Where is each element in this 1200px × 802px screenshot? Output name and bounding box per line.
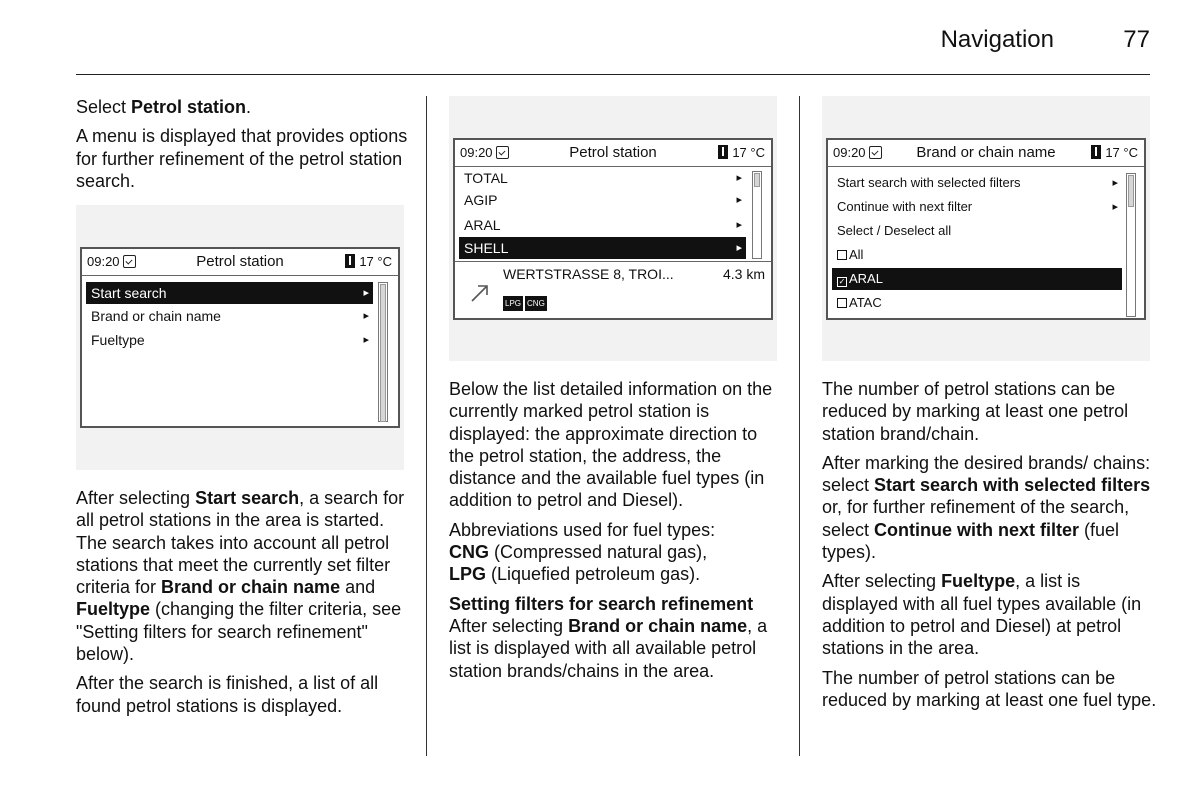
clock-time: 09:20	[87, 254, 136, 269]
scrollbar[interactable]	[1126, 173, 1136, 317]
scrollbar[interactable]	[378, 282, 388, 422]
paragraph: Abbreviations used for fuel types: CNG (Compressed natural gas), LPG (Liquefied petroleum gas).	[449, 519, 716, 585]
menu-item-brand-or-chain-name[interactable]: Brand or chain name ▸	[86, 305, 373, 327]
thermometer-icon	[718, 145, 728, 159]
paragraph: After selecting Fueltype, a list is displayed with all fuel types available (in addition to petrol and Diesel) at petrol stations in the area.	[822, 571, 1142, 659]
paragraph: The number of petrol stations can be reduced by marking at least one petrol station brand/chain.	[822, 379, 1129, 444]
chevron-right-icon: ▸	[1112, 201, 1118, 213]
chevron-right-icon: ▸	[363, 310, 369, 322]
header-divider	[76, 74, 1150, 75]
screen-title: Brand or chain name	[916, 144, 1056, 161]
column-divider-1	[426, 96, 427, 756]
column-3-body	[822, 378, 1157, 718]
temperature: 17 °C	[718, 145, 765, 160]
paragraph: After the search is finished, a list of all found petrol stations is displayed.	[76, 673, 379, 716]
fuel-badge-cng: CNG	[525, 296, 547, 311]
fuel-types	[503, 293, 549, 311]
scrollbar-thumb[interactable]	[1128, 175, 1134, 207]
arrow-northeast-icon	[469, 282, 491, 304]
paragraph: Select Petrol station.	[76, 97, 252, 117]
screen-title: Petrol station	[196, 253, 284, 270]
menu-item-start-search[interactable]: Start search ▸	[86, 282, 373, 304]
screen-title: Petrol station	[569, 144, 657, 161]
paragraph: A menu is displayed that provides options for further refinement of the petrol station search.	[76, 126, 408, 191]
list-item-agip[interactable]: AGIP ▸	[459, 189, 746, 211]
list-item-total[interactable]: TOTAL ▸	[459, 167, 746, 189]
paragraph: The number of petrol stations can be reduced by marking at least one fuel type.	[822, 667, 1157, 710]
screen-header	[828, 140, 1144, 167]
thermometer-icon	[345, 254, 355, 268]
paragraph: After selecting Start search, a search for all petrol stations in the area is started. The search takes into account all petrol stations that meet the currently set filter criteria for Brand or chain name and Fueltype (changing the filter criteria, see "Setting filters for search refinement" below).	[76, 488, 405, 665]
chevron-right-icon: ▸	[736, 219, 742, 231]
station-address: WERTSTRASSE 8, TROI...	[503, 266, 674, 282]
temperature: 17 °C	[1091, 145, 1138, 160]
thermometer-icon	[1091, 145, 1101, 159]
menu-item-start-search-with-selected-filters[interactable]: Start search with selected filters ▸	[832, 172, 1122, 194]
section-title: Navigation	[940, 26, 1054, 53]
chevron-right-icon: ▸	[736, 172, 742, 184]
column-2-body	[449, 378, 784, 689]
scrollbar[interactable]	[752, 171, 762, 259]
scrollbar-thumb[interactable]	[380, 284, 386, 422]
checkbox-item-aral[interactable]: ✓ ARAL	[832, 268, 1122, 290]
checkbox-unchecked-icon	[837, 250, 847, 260]
screen-petrol-station-list	[453, 138, 773, 320]
column-divider-2	[799, 96, 800, 756]
clock-time: 09:20	[460, 145, 509, 160]
checkbox-item-all[interactable]: All	[832, 244, 1122, 266]
scrollbar-thumb[interactable]	[754, 173, 760, 187]
list-item-shell[interactable]: SHELL ▸	[459, 237, 746, 259]
paragraph: Setting filters for search refinement After selecting Brand or chain name, a list is displayed with all available petrol station brands/chains in the area.	[449, 593, 768, 681]
subheading: Setting filters for search refinement	[449, 593, 754, 614]
clock-time: 09:20	[833, 145, 882, 160]
paragraph: After marking the desired brands/ chains: select Start search with selected filters or, for further refinement of the search, select Continue with next filter (fuel types).	[822, 452, 1151, 563]
chevron-right-icon: ▸	[1112, 177, 1118, 189]
checkbox-item-atac[interactable]: ATAC	[832, 292, 1122, 314]
station-distance: 4.3 km	[722, 266, 765, 282]
chevron-right-icon: ▸	[363, 334, 369, 346]
fuel-badge-lpg: LPG	[503, 296, 523, 311]
menu-item-select-deselect-all[interactable]: Select / Deselect all	[837, 223, 952, 238]
chevron-right-icon: ▸	[736, 242, 742, 254]
screen-header	[82, 249, 398, 276]
menu-item-continue-with-next-filter[interactable]: Continue with next filter ▸	[832, 196, 1122, 218]
page-number: 77	[1123, 26, 1150, 53]
column-1-intro	[76, 96, 411, 199]
temperature: 17 °C	[345, 254, 392, 269]
info-divider	[455, 261, 771, 262]
checkbox-checked-icon: ✓	[838, 277, 846, 286]
chevron-right-icon: ▸	[736, 194, 742, 206]
screen-brand-or-chain-name	[826, 138, 1146, 320]
list-item-aral[interactable]: ARAL ▸	[459, 214, 746, 236]
column-1-body	[76, 487, 411, 724]
screen-petrol-station-menu	[80, 247, 400, 428]
checkbox-unchecked-icon	[837, 298, 847, 308]
chevron-right-icon: ▸	[363, 287, 369, 299]
screen-header	[455, 140, 771, 167]
paragraph: Below the list detailed information on the currently marked petrol station is displayed: the approximate direction to the petrol station, the address, the distance and the available fuel types (in addition to petrol and Diesel).	[449, 379, 773, 511]
menu-item-fueltype[interactable]: Fueltype ▸	[86, 329, 373, 351]
